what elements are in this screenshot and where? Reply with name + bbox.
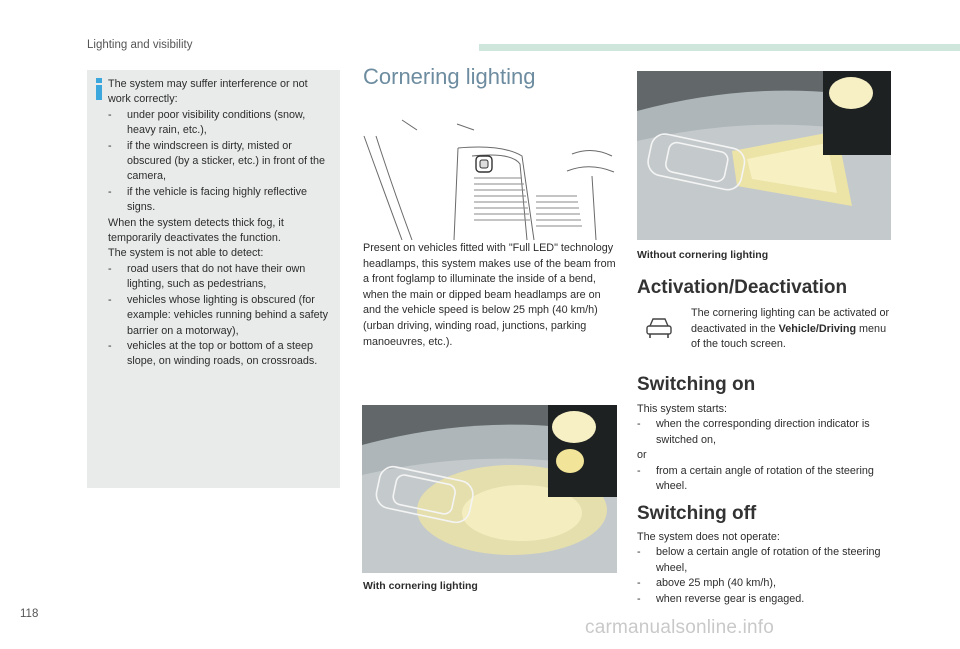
switching-on-list: This system starts: - when the corresponding direction indicator is switched on, or - from a certain angle of rotation of the steering wheel. [637,402,892,494]
fog-note: When the system detects thick fog, it temporarily deactivates the function. [108,216,284,245]
switching-off-list: The system does not operate: - below a certain angle of rotation of the steering wheel, - above 25 mph (40 km/h), - when reverse gear is engaged. [637,530,892,607]
list-item: - road users that do not have their own lighting, such as pedestrians, [108,262,306,291]
activation-text: The cornering lighting can be activated or deactivated in the Vehicle/Driving menu of the touch screen. [691,307,890,351]
caption-with-cornering: With cornering lighting [363,580,478,592]
photo-without-cornering [637,71,891,240]
list-item: - vehicles whose lighting is obscured (for example: vehicles running behind a safety barrier on a motorway), [108,293,329,337]
list-item: - when reverse gear is engaged. [637,592,805,605]
info-icon [92,78,106,100]
watermark: carmanualsonline.info [585,617,775,638]
info-text [108,77,333,370]
list-item: - if the vehicle is facing highly reflective signs. [108,185,308,214]
menu-name: Vehicle/Driving [778,322,857,335]
heading-activation: Activation/Deactivation [637,277,848,298]
list-item: - if the windscreen is dirty, misted or obscured (by a sticker, etc.) in front of the camera, [108,139,326,183]
car-icon [645,316,673,340]
detect-intro: The system is not able to detect: [108,247,264,260]
caption-without-cornering: Without cornering lighting [637,249,769,261]
header-bar [479,44,960,51]
heading-switching-on: Switching on [637,374,756,395]
list-item: - below a certain angle of rotation of the steering wheel, [637,546,881,574]
foglamp-illustration [362,116,616,240]
section-title-cornering: Cornering lighting [363,64,536,89]
or-text: or [637,449,647,462]
cornering-description: Present on vehicles fitted with "Full LED" technology headlamps, this system makes use of the beam from a front foglamp to illuminate the inside of a bend, when the main or dipped beam headlamps are on and the vehicle speed is below 25 mph (40 km/h) (urban driving, winding road, junctions, parking manoeuvres, etc.). [363,242,616,348]
list-item: - vehicles at the top or bottom of a steep slope, on winding roads, on crossroads. [108,339,318,368]
page-number: 118 [20,608,39,620]
list-item: - under poor visibility conditions (snow, heavy rain, etc.), [108,108,306,137]
list-item: - above 25 mph (40 km/h), [637,577,777,590]
list-item: - from a certain angle of rotation of the steering wheel. [637,464,874,493]
heading-switching-off: Switching off [637,503,757,524]
list-item: - when the corresponding direction indicator is switched on, [637,418,870,446]
info-intro: The system may suffer interference or not work correctly: [108,78,308,106]
section-header: Lighting and visibility [87,39,193,51]
photo-with-cornering [362,405,617,573]
